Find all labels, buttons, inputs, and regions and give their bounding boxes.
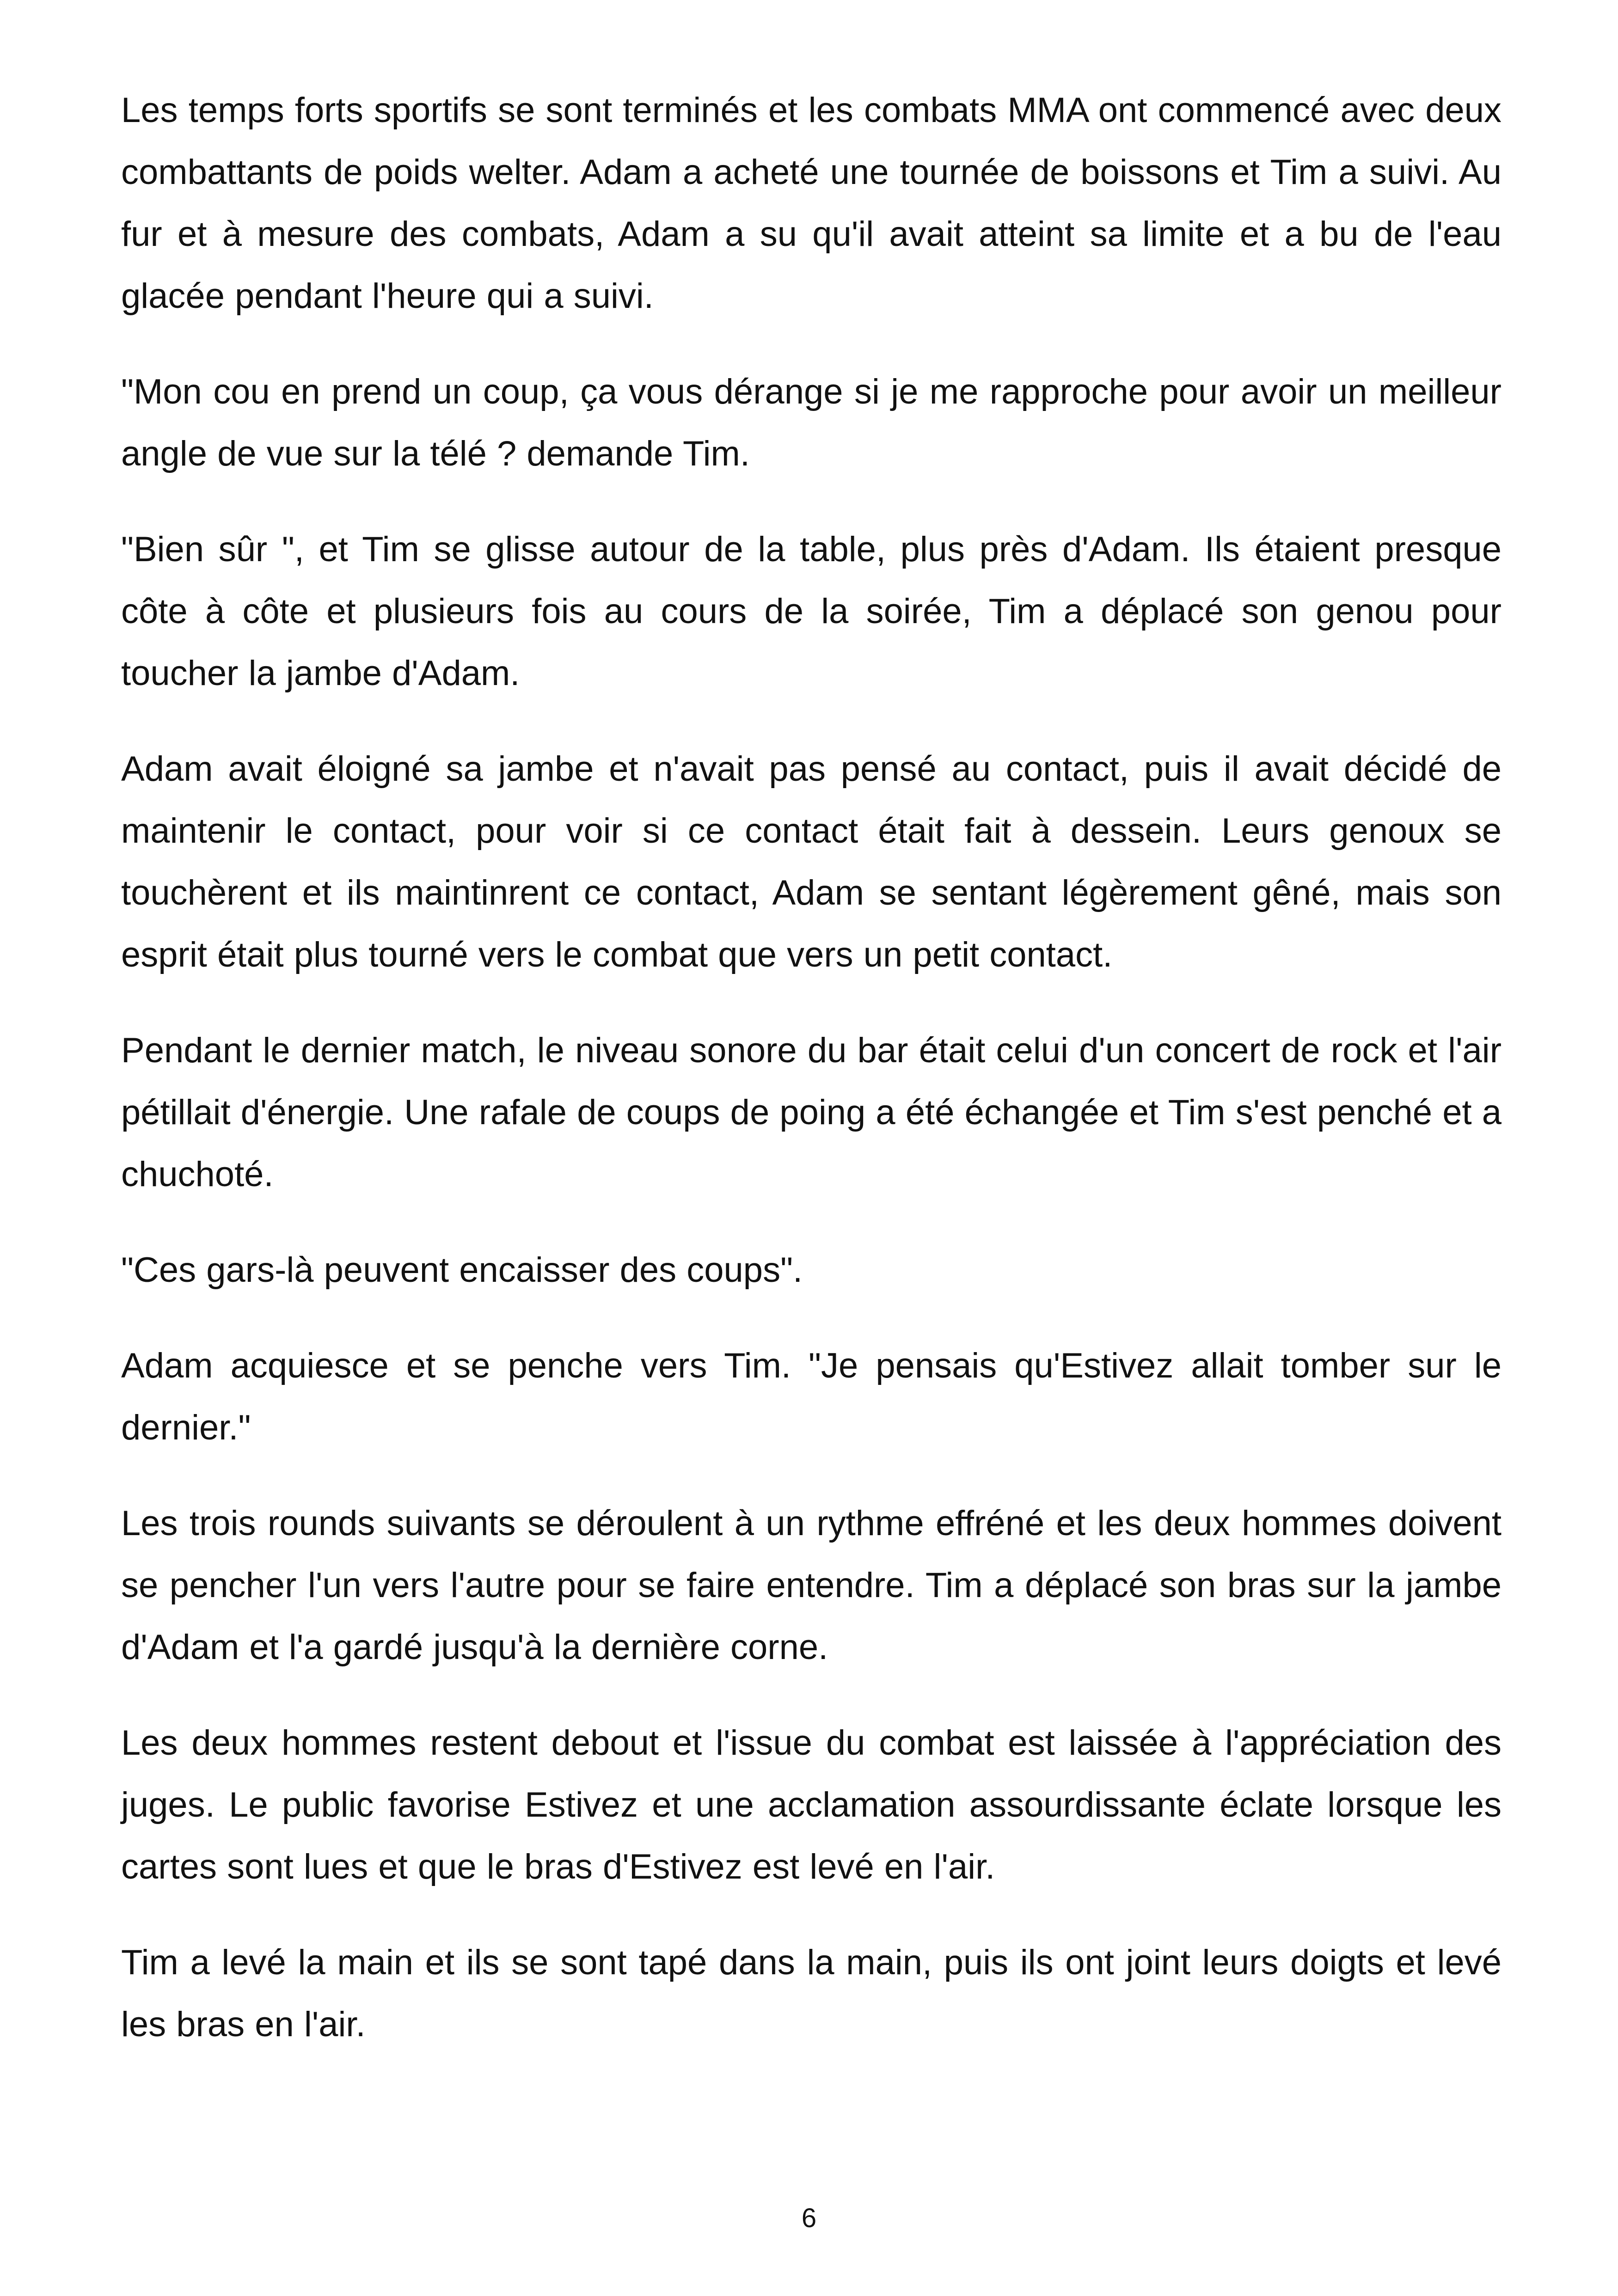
paragraph: Les deux hommes restent debout et l'issue du combat est laissée à l'appréciation des juges. Le public favorise Estivez et une acclamation assourdissante éclate lorsque les cartes sont lues et que le bras d'Estivez est levé en l'air. xyxy=(121,1723,1502,1886)
body-text xyxy=(121,80,1502,2089)
paragraph: "Mon cou en prend un coup, ça vous dérange si je me rapproche pour avoir un meilleur angle de vue sur la télé ? demande Tim. xyxy=(121,372,1502,473)
paragraph: Tim a levé la main et ils se sont tapé dans la main, puis ils ont joint leurs doigts et levé les bras en l'air. xyxy=(121,1943,1502,2044)
paragraph: Pendant le dernier match, le niveau sonore du bar était celui d'un concert de rock et l'air pétillait d'énergie. Une rafale de coups de poing a été échangée et Tim s'est penché et a chuchoté. xyxy=(121,1031,1502,1194)
paragraph: "Bien sûr ", et Tim se glisse autour de la table, plus près d'Adam. Ils étaient presque côte à côte et plusieurs fois au cours de la soirée, Tim a déplacé son genou pour toucher la jambe d'Adam. xyxy=(121,530,1502,693)
paragraph: "Ces gars-là peuvent encaisser des coups". xyxy=(121,1250,803,1290)
paragraph: Adam avait éloigné sa jambe et n'avait pas pensé au contact, puis il avait décidé de maintenir le contact, pour voir si ce contact était fait à dessein. Leurs genoux se touchèrent et ils maintinrent ce contact, Adam se sentant légèrement gêné, mais son esprit était plus tourné vers le combat que vers un petit contact. xyxy=(121,749,1502,974)
paragraph: Les temps forts sportifs se sont terminés et les combats MMA ont commencé avec deux combattants de poids welter. Adam a acheté une tournée de boissons et Tim a suivi. Au fur et à mesure des combats, Adam a su qu'il avait atteint sa limite et a bu de l'eau glacée pendant l'heure qui a suivi. xyxy=(121,91,1502,316)
paragraph: Les trois rounds suivants se déroulent à un rythme effréné et les deux hommes doivent se pencher l'un vers l'autre pour se faire entendre. Tim a déplacé son bras sur la jambe d'Adam et l'a gardé jusqu'à la dernière corne. xyxy=(121,1504,1502,1667)
paragraph: Adam acquiesce et se penche vers Tim. "Je pensais qu'Estivez allait tomber sur le dernier." xyxy=(121,1346,1502,1447)
page-number: 6 xyxy=(801,2203,817,2233)
